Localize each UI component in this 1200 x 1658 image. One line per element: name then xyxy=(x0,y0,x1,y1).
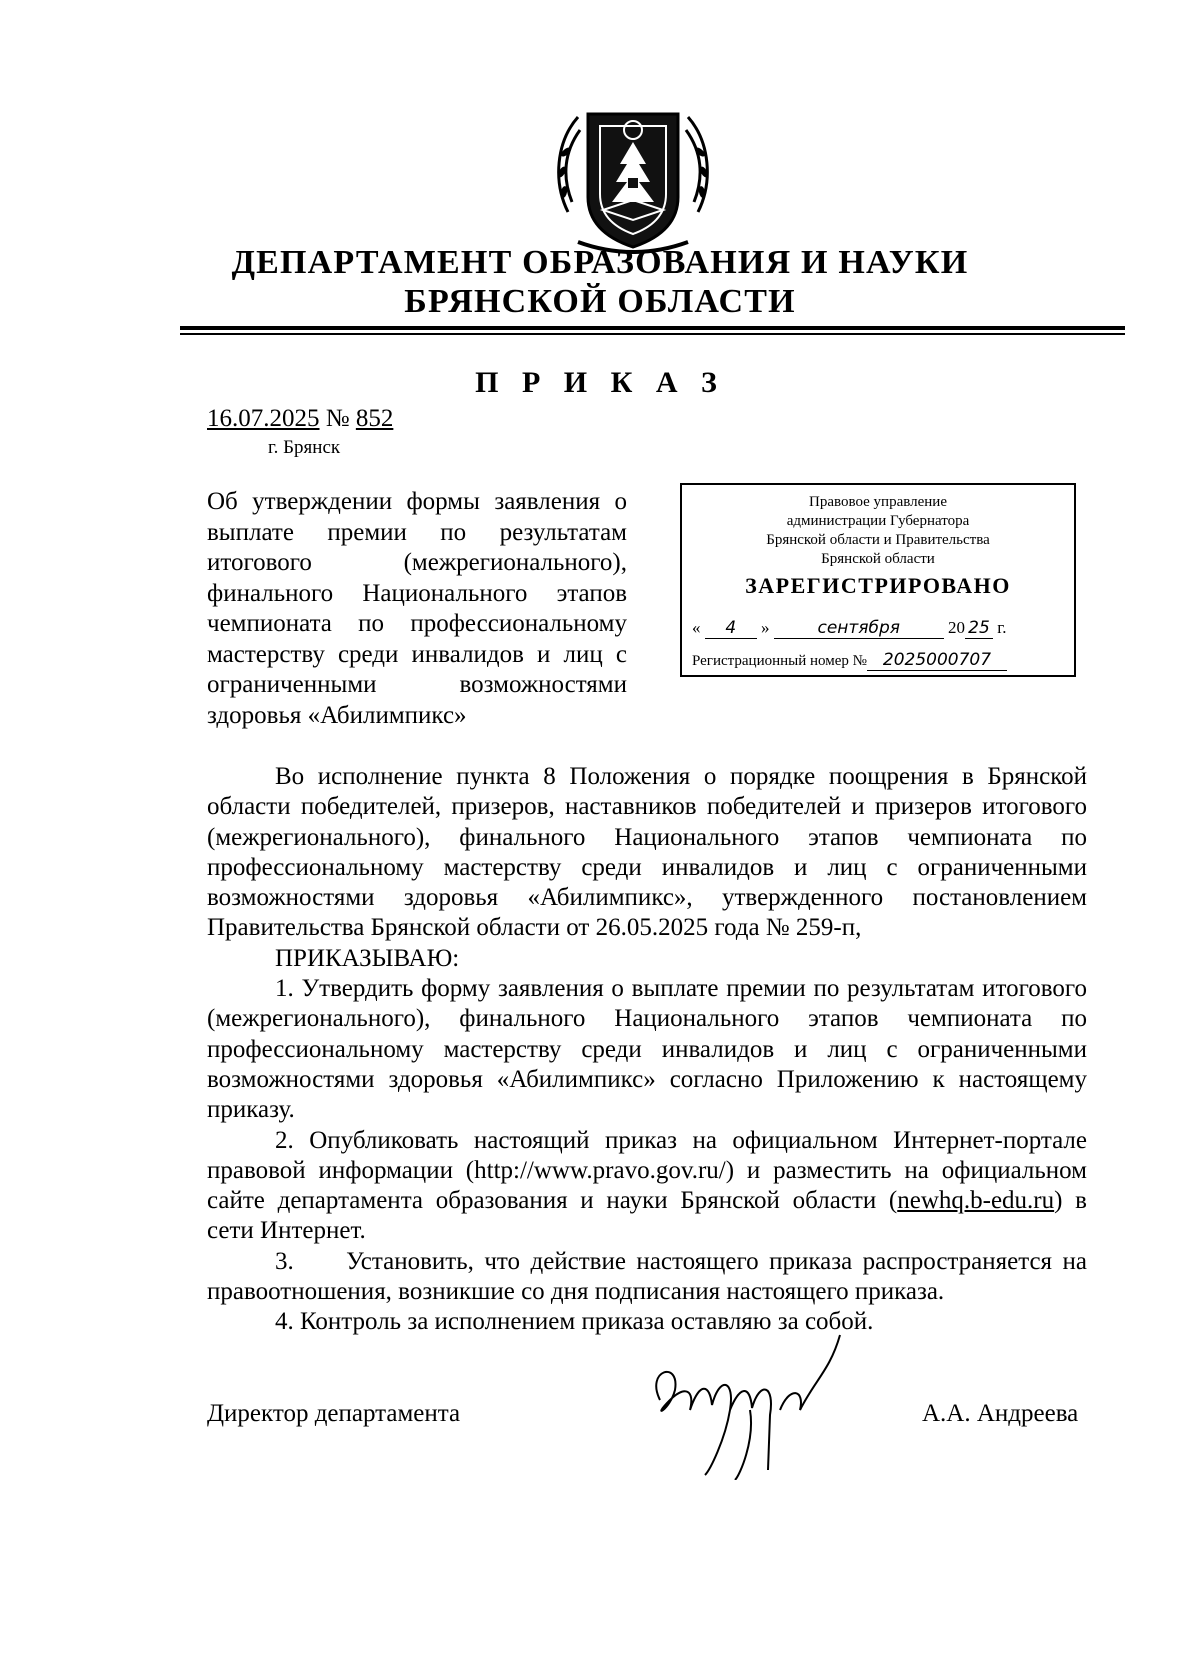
order-title: П Р И К А З xyxy=(475,366,725,399)
stamp-reg-number: 2025000707 xyxy=(867,650,1007,671)
order-command: ПРИКАЗЫВАЮ: xyxy=(275,944,460,972)
order-number: 852 xyxy=(355,405,394,432)
body-paragraph: 4. Контроль за исполнением приказа оставляю за собой. xyxy=(275,1308,874,1336)
stamp-org-line: Брянской области и Правительства xyxy=(766,532,990,548)
stamp-month: сентября xyxy=(774,618,944,639)
stamp-reg-label: Регистрационный номер № xyxy=(692,653,867,669)
stamp-registered-label: ЗАРЕГИСТРИРОВАНО xyxy=(745,573,1011,598)
department-title-line2: БРЯНСКОЙ ОБЛАСТИ xyxy=(404,283,796,320)
stamp-quote-close: » xyxy=(761,618,770,637)
header-divider-thick xyxy=(180,326,1125,330)
order-subject: Об утверждении формы заявления о выплате премии по результатам итогового (межрегионального), финального Национального этапов чемпионата по профессиональному мастерству среди инвалидов и лиц с ограниченными возможностями здоровья «Абилимпикс» xyxy=(207,488,627,729)
stamp-org-line: Брянской области xyxy=(821,551,935,567)
body-text: 2. Опубликовать настоящий приказ на официальном Интернет-портале правовой информации (http://www.pravo.gov.ru/) и разместить на официальном сайте департамента образования и науки Брянской области ( xyxy=(207,1126,1087,1215)
registration-stamp xyxy=(680,483,1076,677)
order-city: г. Брянск xyxy=(268,437,341,458)
stamp-quote-open: « xyxy=(692,618,701,637)
order-body xyxy=(207,762,1087,1338)
stamp-org-line: администрации Губернатора xyxy=(786,513,970,529)
body-paragraph: 1. Утвердить форму заявления о выплате премии по результатам итогового (межрегионального), финального Национального этапов чемпионата по профессиональному мастерству среди инвалидов и лиц с ограниченными возможностями здоровья «Абилимпикс» согласно Приложению к настоящему приказу. xyxy=(207,975,1087,1124)
stamp-year-unit: г. xyxy=(997,618,1007,637)
body-paragraph xyxy=(207,1126,1087,1247)
signatory-name: А.А. Андреева xyxy=(922,1400,1079,1427)
stamp-year-prefix: 20 xyxy=(948,618,965,637)
handwritten-signature xyxy=(640,1330,860,1480)
stamp-day: 4 xyxy=(705,618,757,639)
header-divider-thin xyxy=(180,333,1125,335)
website-link[interactable]: newhq.b-edu.ru xyxy=(897,1187,1055,1215)
order-date-number xyxy=(207,405,393,433)
order-number-sign: № xyxy=(325,405,350,432)
stamp-date xyxy=(692,618,1068,639)
order-date: 16.07.2025 xyxy=(207,405,320,432)
body-paragraph: Во исполнение пункта 8 Положения о порядке поощрения в Брянской области победителей, призеров, наставников победителей и призеров итогового (межрегионального), финального Национального этапов чемпионата по профессиональному мастерству среди инвалидов и лиц с ограниченными возможностями здоровья «Абилимпикс», утвержденного постановлением Правительства Брянской области от 26.05.2025 года № 259-п, xyxy=(207,763,1087,942)
body-text: ) в сети Интернет. xyxy=(207,1187,1087,1245)
department-title-line1: ДЕПАРТАМЕНТ ОБРАЗОВАНИЯ И НАУКИ xyxy=(231,244,969,281)
stamp-year-suffix: 25 xyxy=(965,618,993,639)
body-paragraph: 3. Установить, что действие настоящего приказа распространяется на правоотношения, возникшие со дня подписания настоящего приказа. xyxy=(207,1247,1087,1306)
stamp-org-line: Правовое управление xyxy=(809,494,947,510)
coat-of-arms-icon xyxy=(548,92,718,262)
stamp-reg-number-line xyxy=(692,650,1068,671)
signatory-role: Директор департамента xyxy=(207,1400,461,1427)
